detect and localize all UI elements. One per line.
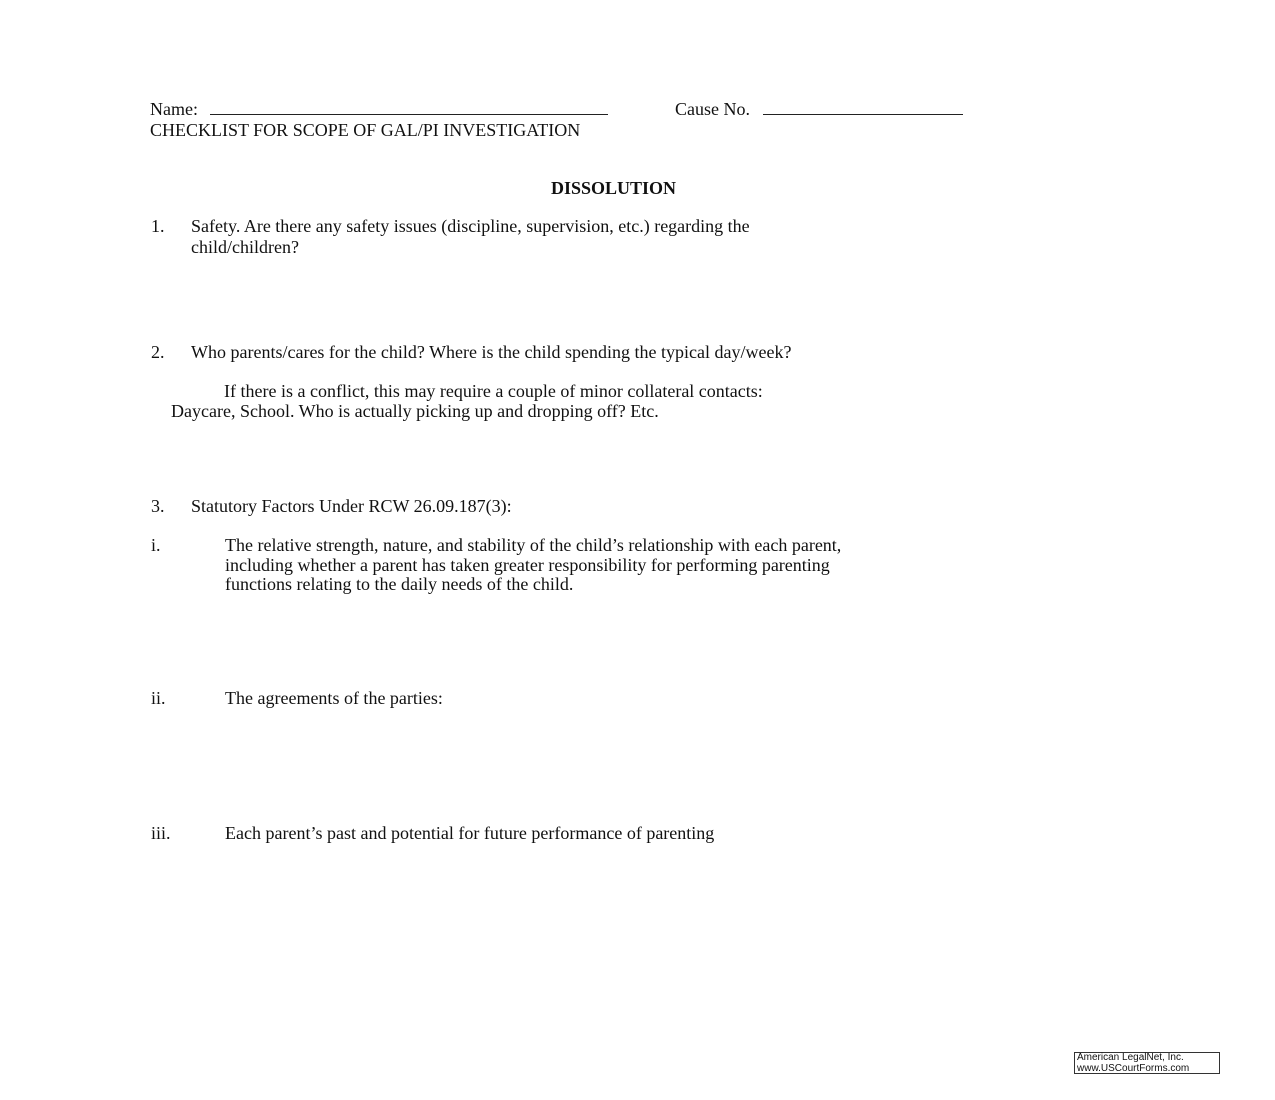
item-text: Who parents/cares for the child? Where is the child spending the typical day/week? [191, 342, 792, 362]
cause-number-blank-line[interactable] [763, 99, 963, 115]
section-title: DISSOLUTION [551, 178, 677, 198]
factor-number: ii. [151, 688, 166, 708]
factor-text: functions relating to the daily needs of the child. [225, 574, 574, 594]
publisher-website: www.USCourtForms.com [1077, 1062, 1190, 1074]
factor-text: Each parent’s past and potential for future performance of parenting [225, 823, 715, 843]
item-text: child/children? [191, 237, 299, 257]
checklist-title: CHECKLIST FOR SCOPE OF GAL/PI INVESTIGATION [150, 120, 581, 140]
item-number: 3. [151, 496, 165, 516]
publisher-name: American LegalNet, Inc. [1077, 1052, 1184, 1063]
item-number: 2. [151, 342, 165, 362]
item-note: Daycare, School. Who is actually picking up and dropping off? Etc. [171, 401, 659, 421]
name-blank-line[interactable] [210, 99, 608, 115]
name-field [150, 99, 608, 119]
item-text: Statutory Factors Under RCW 26.09.187(3): [191, 496, 512, 516]
item-number: 1. [151, 216, 165, 236]
factor-number: iii. [151, 823, 171, 843]
cause-number-field [675, 99, 963, 119]
factor-text: The agreements of the parties: [225, 688, 443, 708]
item-note: If there is a conflict, this may require a couple of minor collateral contacts: [224, 381, 763, 401]
cause-number-label: Cause No. [675, 99, 750, 119]
item-text: Safety. Are there any safety issues (discipline, supervision, etc.) regarding the [191, 216, 750, 236]
factor-text: including whether a parent has taken greater responsibility for performing parenting [225, 555, 830, 575]
factor-number: i. [151, 535, 161, 555]
name-label: Name: [150, 99, 198, 119]
publisher-footer [1074, 1052, 1220, 1074]
factor-text: The relative strength, nature, and stability of the child’s relationship with each parent, [225, 535, 842, 555]
